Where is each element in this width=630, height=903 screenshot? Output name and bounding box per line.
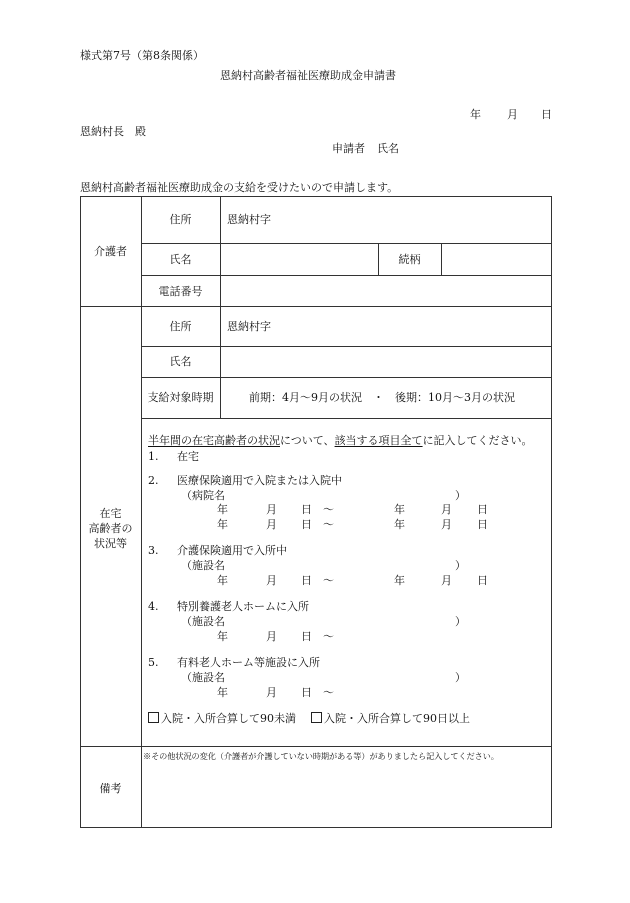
period-value: 前期：4月〜9月の状況 ・ 後期：10月〜3月の状況 (249, 391, 515, 404)
item-2-number: 2. (148, 474, 159, 487)
caregiver-address-label: 住所 (169, 213, 192, 226)
date-day-label: 日 (541, 108, 552, 121)
checkbox-90-or-more[interactable] (311, 712, 470, 725)
item-2-text: 医療保険適用で入院または入院中 (177, 474, 342, 487)
elderly-section-label-3: 状況等 (94, 537, 127, 550)
instruction-part-d: に記入してください。 (422, 434, 533, 447)
recipient: 恩納村長 殿 (80, 125, 146, 138)
item-3-facility-label: （施設名 (181, 559, 225, 572)
elderly-section-label-2: 高齢者の (88, 522, 133, 535)
elderly-name-label: 氏名 (169, 355, 192, 368)
item-3-text: 介護保険適用で入所中 (177, 544, 287, 557)
form-number: 様式第7号（第8条関係） (80, 49, 204, 62)
remarks-label: 備考 (99, 782, 122, 795)
item-1-text: 在宅 (177, 450, 199, 463)
item-1-number: 1. (148, 450, 159, 463)
item-5-text: 有料老人ホーム等施設に入所 (177, 656, 320, 669)
checkbox-90-or-more-box[interactable] (311, 712, 322, 723)
remarks-note: ※その他状況の変化（介護者が介護していない時期がある等）がありましたら記入してください。 (143, 751, 499, 761)
caregiver-phone-label: 電話番号 (158, 285, 203, 298)
elderly-section-label-1: 在宅 (99, 507, 122, 520)
item-3-close-paren: ） (455, 559, 466, 572)
checkbox-under-90-box[interactable] (148, 712, 159, 723)
checkbox-90-or-more-label: 入院・入所合算して90日以上 (324, 712, 470, 725)
intro-text: 恩納村高齢者福祉医療助成金の支給を受けたいので申請します。 (80, 181, 399, 194)
instruction-part-c: 該当する項目全て (334, 434, 423, 447)
status-instruction (148, 434, 533, 447)
item-3-number: 3. (148, 544, 159, 557)
item-2-facility-label: （病院名 (181, 489, 225, 502)
item-5-close-paren: ） (455, 671, 466, 684)
instruction-part-a: 半年間の在宅高齢者の状況 (148, 434, 280, 447)
checkbox-under-90-label: 入院・入所合算して90未満 (161, 712, 296, 725)
item-4-number: 4. (148, 600, 159, 613)
caregiver-name-label: 氏名 (169, 253, 192, 266)
item-4-facility-label: （施設名 (181, 615, 225, 628)
item-4-text: 特別養護老人ホームに入所 (177, 600, 309, 613)
date-month-label: 月 (507, 108, 518, 121)
instruction-part-b: について、 (280, 434, 335, 447)
elderly-address-label: 住所 (169, 320, 192, 333)
period-label: 支給対象時期 (147, 391, 214, 404)
caregiver-address-value: 恩納村字 (227, 213, 271, 226)
date-year-label: 年 (470, 108, 481, 121)
caregiver-section-label: 介護者 (94, 245, 127, 258)
elderly-address-value: 恩納村字 (227, 320, 271, 333)
form-title: 恩納村高齢者福祉医療助成金申請書 (220, 69, 396, 82)
applicant-name-label: 氏名 (377, 142, 399, 155)
item-5-facility-label: （施設名 (181, 671, 225, 684)
item-5-number: 5. (148, 656, 159, 669)
item-2-close-paren: ） (455, 489, 466, 502)
item-4-close-paren: ） (455, 615, 466, 628)
applicant-label: 申請者 (332, 142, 365, 155)
caregiver-relation-label: 続柄 (398, 253, 421, 266)
checkbox-under-90[interactable] (148, 712, 296, 725)
